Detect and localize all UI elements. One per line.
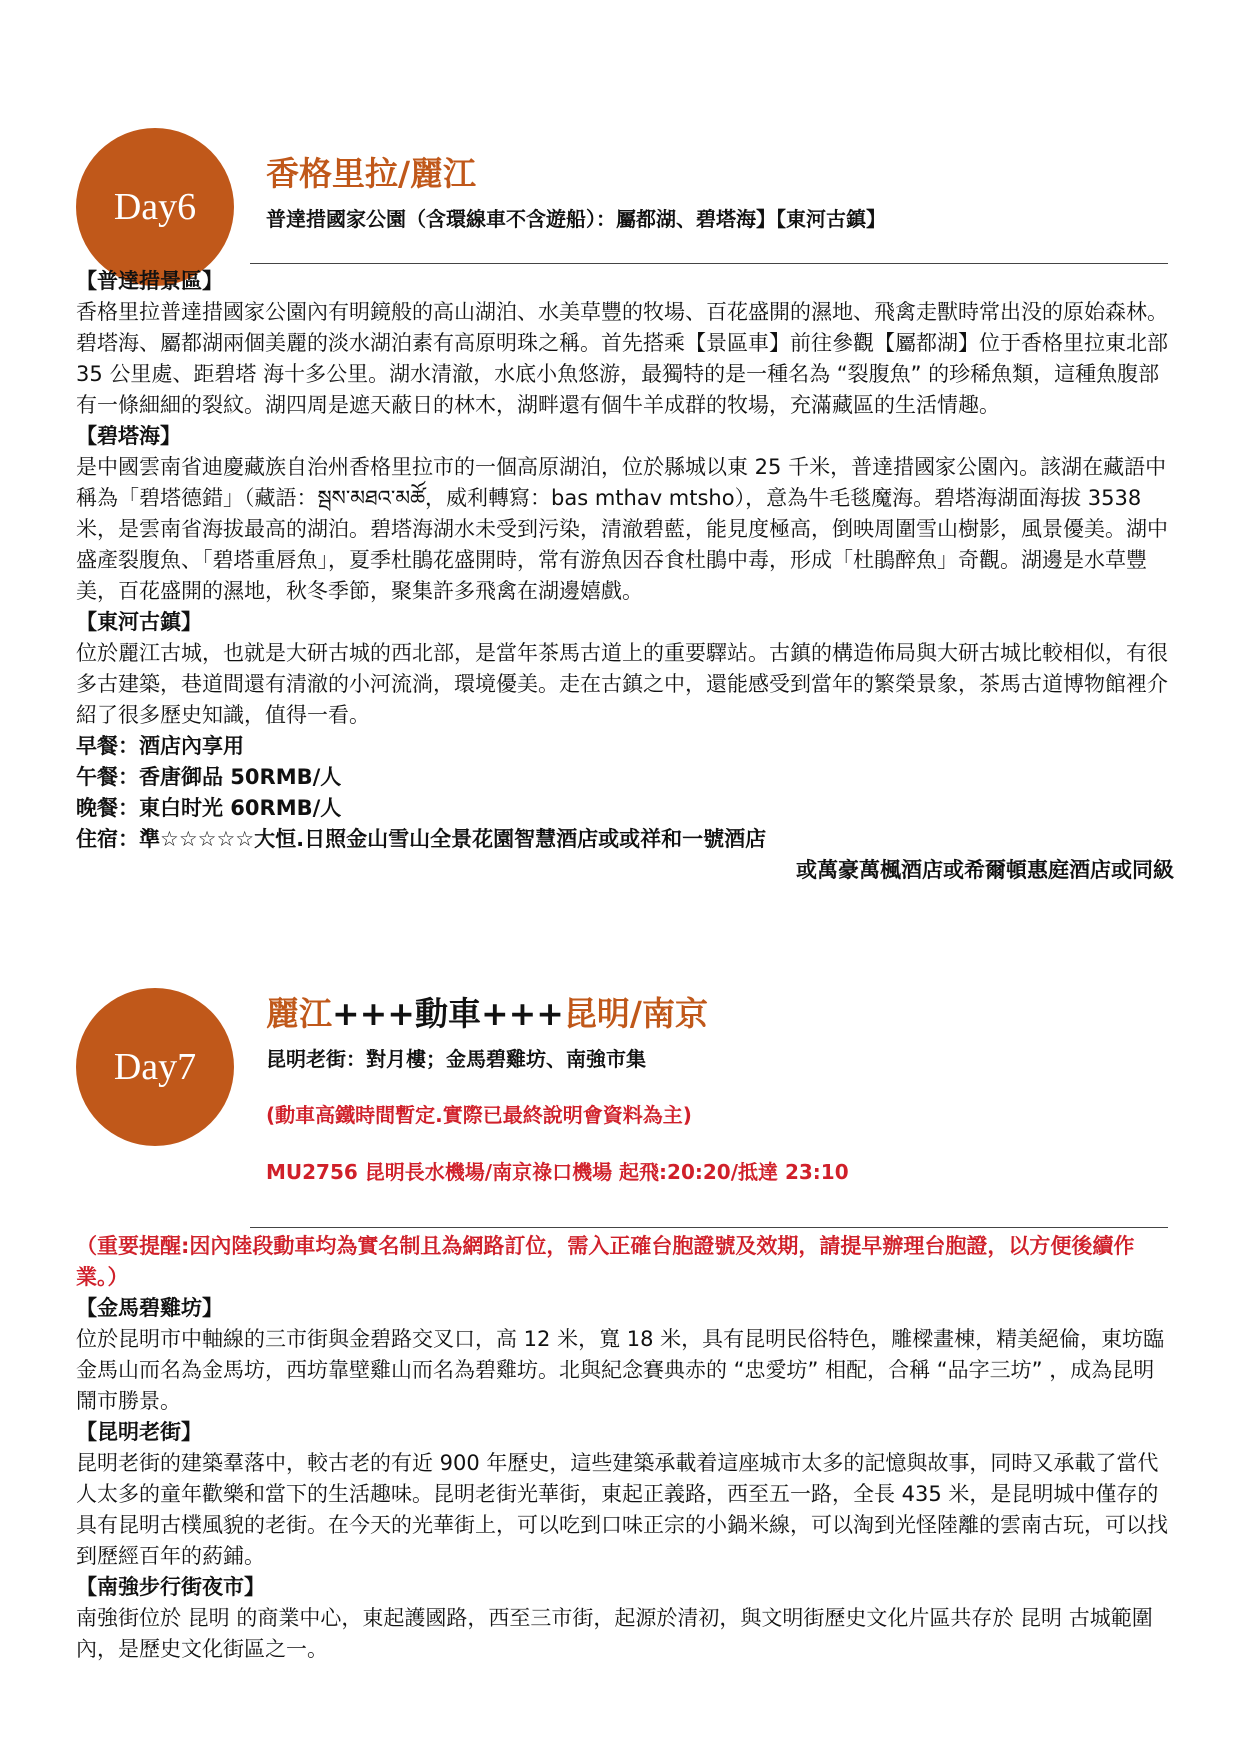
day7-train-note: (動車高鐵時間暫定.實際已最終說明會資料為主) [266,1103,692,1127]
day7-body [76,1231,1174,1665]
section-body: 昆明老街的建築羣落中，較古老的有近 900 年歷史，這些建築承載着這座城市太多的記憶與故事，同時又承載了當代人太多的童年歡樂和當下的生活趣味。昆明老街光華街，東起正義路，西至五一路，全長 435 米，是昆明城中僅存的具有昆明古樸風貌的老街。在今天的光華街上，可以吃到口味正宗的小鍋米線，可以淘到光怪陸離的雲南古玩，可以找到歷經百年的葯鋪。 [76,1451,1168,1568]
day6-subtitle: 普達措國家公園（含環線車不含遊船）：屬都湖、碧塔海】【東河古鎮】 [266,207,886,231]
day7-title-origin: 麗江 [266,994,332,1033]
lodging-line: 住宿：準☆☆☆☆☆大恒.日照金山雪山全景花園智慧酒店或或祥和一號酒店 [76,827,767,851]
section-heading: 【金馬碧雞坊】 [76,1296,223,1320]
lodging-alt-line: 或萬豪萬楓酒店或希爾頓惠庭酒店或同級 [796,858,1174,882]
day7-title-transport: +++動車+++ [332,994,564,1033]
section-heading: 【東河古鎮】 [76,610,202,634]
day6-divider [250,263,1168,264]
section-body: 是中國雲南省迪慶藏族自治州香格里拉市的一個高原湖泊，位於縣城以東 25 千米，普達措國家公園內。該湖在藏語中稱為「碧塔德錯」（藏語：སྦས་མཐའ་མཚོ，威利轉寫：bas mthav mtsho），意為牛毛毯魔海。碧塔海湖面海拔 3538 米，是雲南省海拔最高的湖泊。碧塔海湖水未受到污染，清澈碧藍，能見度極高，倒映周圍雪山樹影，風景優美。湖中盛產裂腹魚、「碧塔重唇魚」，夏季杜鵑花盛開時，常有游魚因吞食杜鵑中毒，形成「杜鵑醉魚」奇觀。湖邊是水草豐美，百花盛開的濕地，秋冬季節，聚集許多飛禽在湖邊嬉戲。 [76,455,1168,603]
section-body: 位於麗江古城，也就是大研古城的西北部，是當年茶馬古道上的重要驛站。古鎮的構造佈局與大研古城比較相似，有很多古建築，巷道間還有清澈的小河流淌，環境優美。走在古鎮之中，還能感受到當年的繁榮景象，茶馬古道博物館裡介紹了很多歷史知識，值得一看。 [76,641,1168,727]
lunch-line: 午餐：香唐御品 50RMB/人 [76,765,342,789]
section-heading: 【南強步行街夜市】 [76,1575,265,1599]
day7-divider [250,1227,1168,1228]
day6-title: 香格里拉/麗江 [266,154,477,193]
section-heading: 【普達措景區】 [76,269,223,293]
day6-badge-label: Day6 [113,186,197,228]
day7-subtitle: 昆明老街：對月樓；金馬碧雞坊、南強市集 [266,1047,646,1071]
day7-flight-info: MU2756 昆明長水機場/南京祿口機場 起飛:20:20/抵達 23:10 [266,1160,849,1184]
section-heading: 【碧塔海】 [76,424,181,448]
day7-badge-label: Day7 [113,1046,197,1088]
day7-badge [76,988,234,1146]
section-body: 南強街位於 昆明 的商業中心，東起護國路，西至三市街，起源於清初，與文明街歷史文化片區共存於 昆明 古城範圍內，是歷史文化街區之一。 [76,1606,1153,1661]
section-body: 香格里拉普達措國家公園內有明鏡般的高山湖泊、水美草豐的牧場、百花盛開的濕地、飛禽走獸時常出没的原始森林。碧塔海、屬都湖兩個美麗的淡水湖泊素有高原明珠之稱。首先搭乘【景區車】前往參觀【屬都湖】位于香格里拉東北部 35 公里處、距碧塔 海十多公里。湖水清澈，水底小魚悠游，最獨特的是一種名為 “裂腹魚” 的珍稀魚類，這種魚腹部有一條細細的裂紋。湖四周是遮天蔽日的林木，湖畔還有個牛羊成群的牧場，充滿藏區的生活情趣。 [76,300,1168,417]
day6-badge [76,128,234,286]
day7-title [266,988,708,1035]
section-body: 位於昆明市中軸線的三市街與金碧路交叉口，高 12 米，寬 18 米，具有昆明民俗特色，雕樑畫棟，精美絕倫，東坊臨金馬山而名為金馬坊，西坊靠壁雞山而名為碧雞坊。北與紀念賽典赤的 “忠愛坊” 相配，合稱 “品字三坊” ，成為昆明鬧市勝景。 [76,1327,1165,1413]
important-warning: （重要提醒:因內陸段動車均為實名制且為網路訂位，需入正確台胞證號及效期，請提早辦理台胞證，以方便後續作業。） [76,1234,1135,1289]
dinner-line: 晚餐：東白时光 60RMB/人 [76,796,342,820]
day6-body [76,266,1174,886]
day7-title-destination: 昆明/南京 [563,994,708,1033]
section-heading: 【昆明老街】 [76,1420,202,1444]
breakfast-line: 早餐：酒店內享用 [76,734,244,758]
